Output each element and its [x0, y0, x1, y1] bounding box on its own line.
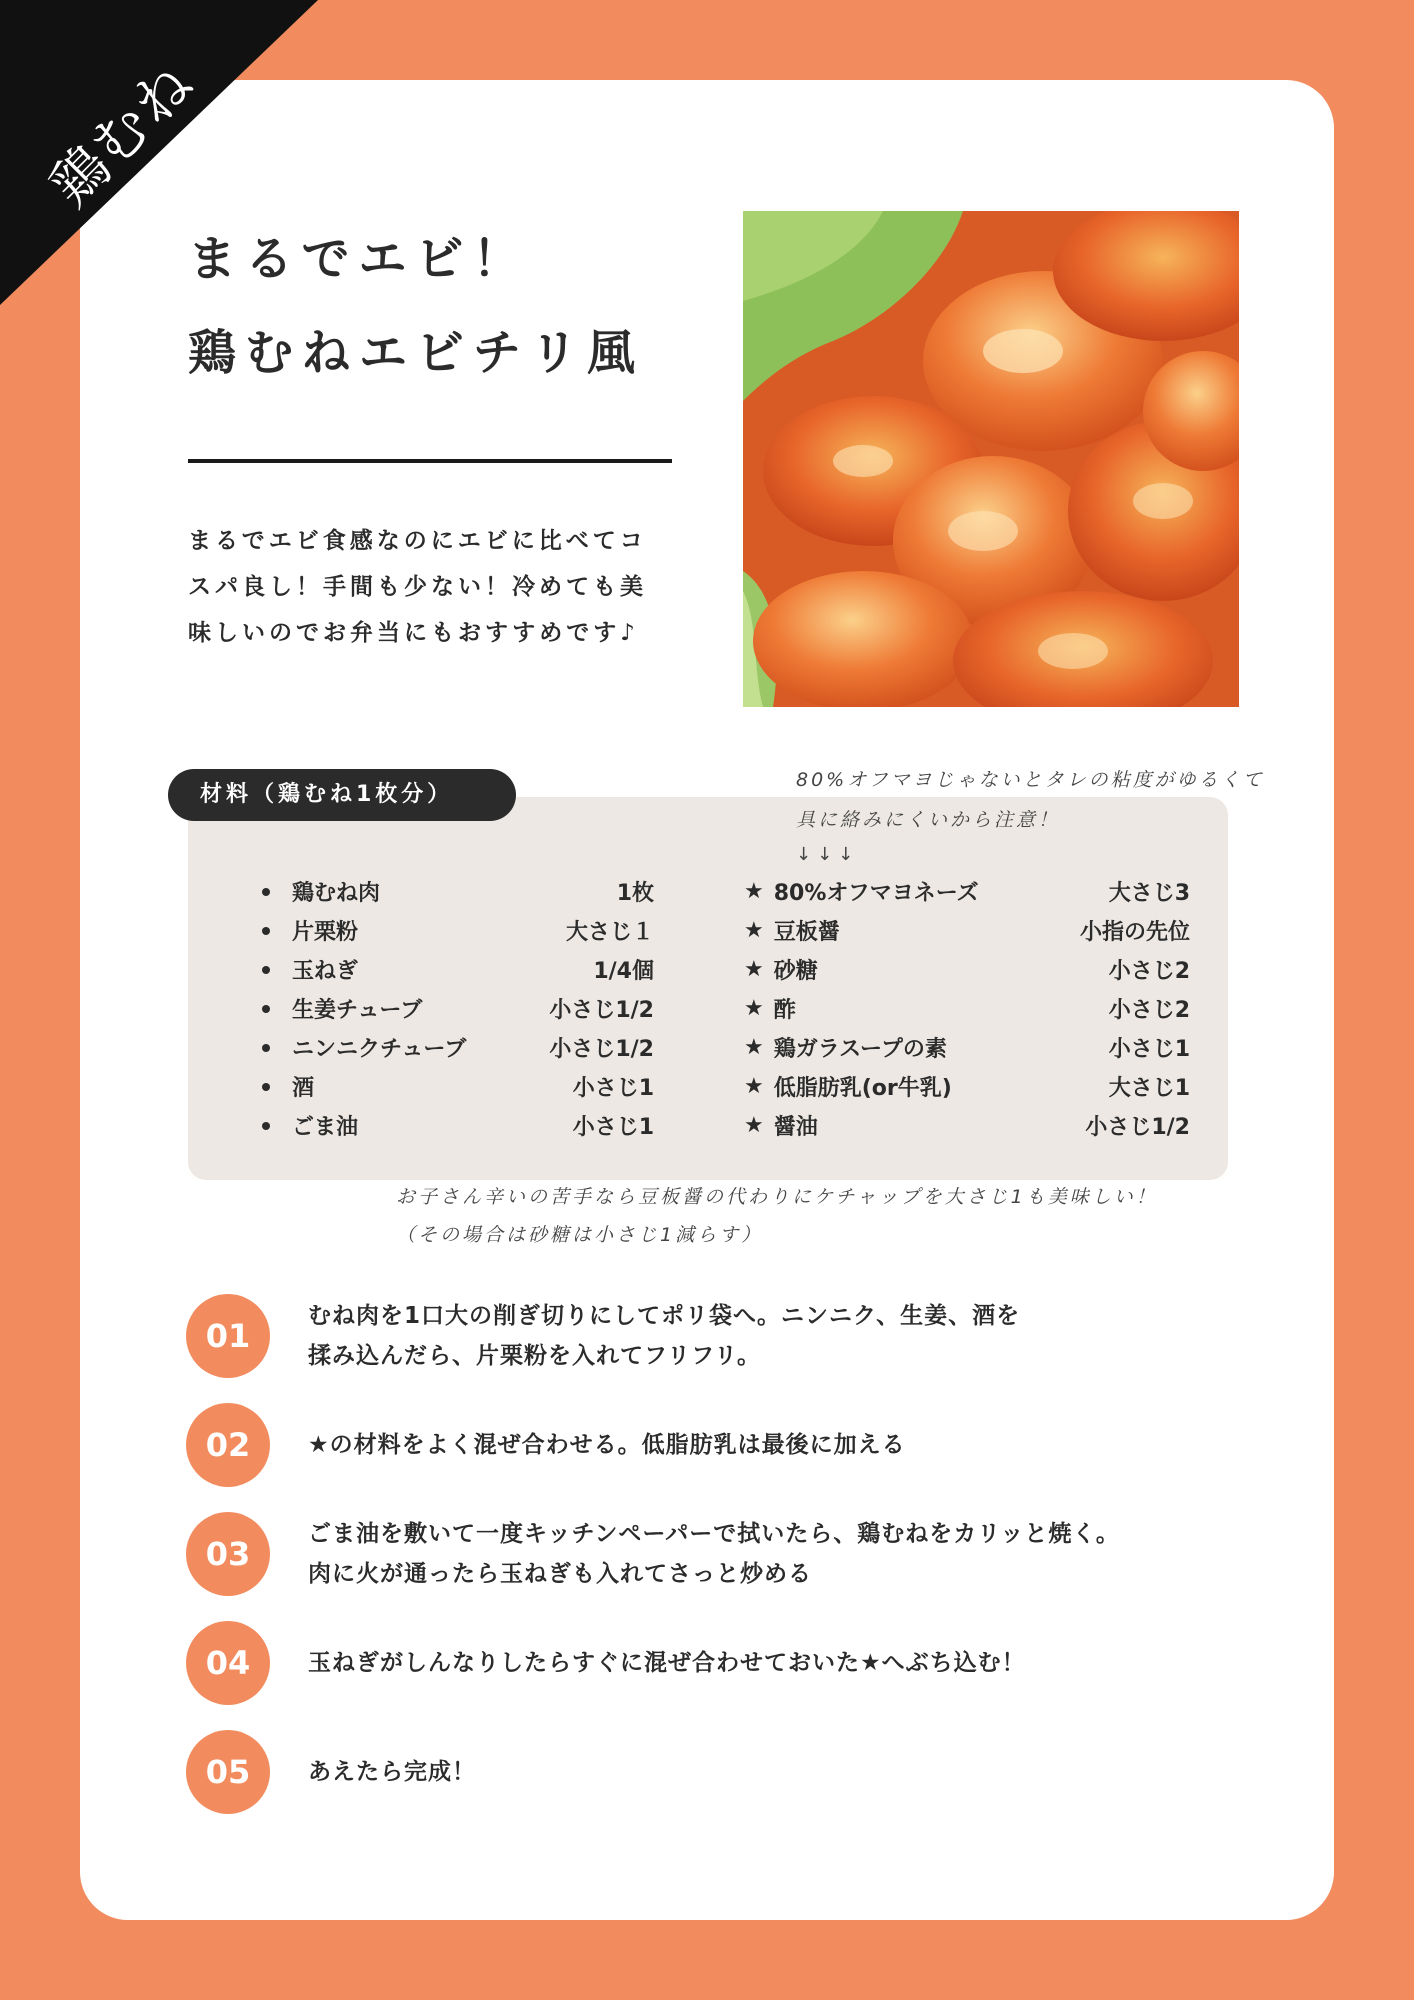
list-item [744, 872, 1190, 911]
ingredient-amount: 小指の先位 [1079, 920, 1190, 945]
ketchup-note-line-2: （その場合は砂糖は小さじ1減らす） [396, 1224, 764, 1246]
ingredient-name: ごま油 [292, 1115, 359, 1140]
ingredient-name: 低脂肪乳(or牛乳) [773, 1076, 952, 1101]
step-4 [186, 1621, 1208, 1705]
corner-tag-text: 鶏むね [38, 50, 208, 220]
ingredient-name: ニンニクチューブ [292, 1037, 467, 1062]
bullet-icon [262, 888, 270, 896]
ingredient-amount: 大さじ3 [1108, 881, 1190, 906]
ingredient-amount: 小さじ1 [572, 1115, 654, 1140]
bullet-icon [262, 966, 270, 974]
mayo-note [796, 760, 1276, 840]
list-item [744, 1106, 1190, 1145]
bullet-icon [262, 927, 270, 935]
step-3 [186, 1512, 1208, 1596]
step-text [308, 1752, 1208, 1792]
list-item [744, 989, 1190, 1028]
ingredient-amount: 大さじ1 [1108, 1076, 1190, 1101]
dish-photo [743, 211, 1239, 707]
title-line-1: まるでエビ！ [188, 231, 530, 287]
ingredient-name: 醤油 [773, 1115, 818, 1140]
star-icon: ★ [744, 879, 764, 904]
step-number-badge: 04 [186, 1621, 270, 1705]
mayo-note-line-1: 80%オフマヨじゃないとタレの粘度がゆるくて [796, 769, 1265, 791]
star-icon: ★ [744, 957, 764, 982]
list-item [262, 1067, 654, 1106]
step-number-badge: 01 [186, 1294, 270, 1378]
ingredient-amount: 1/4個 [593, 959, 654, 984]
ingredient-amount: 小さじ1/2 [549, 998, 654, 1023]
list-item [262, 911, 654, 950]
ingredients-right-list [744, 872, 1190, 1145]
ingredient-name: 生姜チューブ [292, 998, 423, 1023]
list-item [262, 872, 654, 911]
step-number-badge: 05 [186, 1730, 270, 1814]
step-2 [186, 1403, 1208, 1487]
step-text [308, 1425, 1208, 1465]
list-item [262, 1106, 654, 1145]
ingredient-amount: 小さじ2 [1108, 998, 1190, 1023]
ingredients-label: 材料（鶏むね1枚分） [168, 769, 516, 821]
page-title [188, 212, 644, 400]
step-1 [186, 1294, 1208, 1378]
list-item [744, 1067, 1190, 1106]
star-icon: ★ [744, 1113, 764, 1138]
star-icon: ★ [744, 1074, 764, 1099]
bullet-icon [262, 1005, 270, 1013]
list-item [262, 989, 654, 1028]
down-arrows-icon: ↓↓↓ [796, 844, 860, 865]
ingredient-amount: 小さじ1/2 [549, 1037, 654, 1062]
ingredient-name: 鶏ガラスープの素 [773, 1037, 947, 1062]
list-item [262, 950, 654, 989]
list-item [744, 911, 1190, 950]
step-line: ★の材料をよく混ぜ合わせる。低脂肪乳は最後に加える [308, 1432, 906, 1458]
intro-text: まるでエビ食感なのにエビに比べてコスパ良し！手間も少ない！冷めても美味しいのでお弁当にもおすすめです♪ [188, 528, 647, 646]
ingredient-amount: 小さじ1 [1108, 1037, 1190, 1062]
step-line: あえたら完成！ [308, 1759, 476, 1785]
bullet-icon [262, 1083, 270, 1091]
ketchup-note-line-1: お子さん辛いの苦手なら豆板醤の代わりにケチャップを大さじ1も美味しい！ [396, 1186, 1158, 1208]
step-text [308, 1514, 1208, 1594]
ingredient-amount: 小さじ1/2 [1085, 1115, 1190, 1140]
title-line-2: 鶏むねエビチリ風 [188, 325, 645, 381]
ingredient-name: 酢 [773, 998, 796, 1023]
star-icon: ★ [744, 1035, 764, 1060]
dish-photo-illustration [743, 211, 1239, 707]
list-item [744, 950, 1190, 989]
step-number-badge: 03 [186, 1512, 270, 1596]
ingredient-amount: 大さじ１ [565, 920, 654, 945]
star-icon: ★ [744, 918, 764, 943]
step-line: むね肉を1口大の削ぎ切りにしてポリ袋へ。ニンニク、生姜、酒を [308, 1303, 1021, 1329]
bullet-icon [262, 1122, 270, 1130]
star-icon: ★ [744, 996, 764, 1021]
ingredient-amount: 小さじ2 [1108, 959, 1190, 984]
ingredient-name: 酒 [292, 1076, 315, 1101]
ingredients-left-list [262, 872, 654, 1145]
bullet-icon [262, 1044, 270, 1052]
step-line: 肉に火が通ったら玉ねぎも入れてさっと炒める [308, 1561, 812, 1587]
ingredient-name: 玉ねぎ [292, 959, 359, 984]
ingredient-name: 80%オフマヨネーズ [773, 881, 979, 906]
ketchup-note [396, 1178, 1236, 1254]
step-number-badge: 02 [186, 1403, 270, 1487]
step-line: 揉み込んだら、片栗粉を入れてフリフリ。 [308, 1343, 762, 1369]
mayo-note-line-2: 具に絡みにくいから注意！ [796, 809, 1061, 831]
step-text [308, 1296, 1208, 1376]
title-divider [188, 459, 672, 463]
step-line: ごま油を敷いて一度キッチンペーパーで拭いたら、鶏むねをカリッと焼く。 [308, 1521, 1120, 1547]
ingredient-amount: 小さじ1 [572, 1076, 654, 1101]
ingredient-name: 鶏むね肉 [292, 881, 381, 906]
ingredient-name: 砂糖 [773, 959, 818, 984]
list-item [262, 1028, 654, 1067]
step-line: 玉ねぎがしんなりしたらすぐに混ぜ合わせておいた★へぶち込む！ [308, 1650, 1026, 1676]
ingredient-name: 片栗粉 [292, 920, 359, 945]
ingredient-amount: 1枚 [616, 881, 654, 906]
step-text [308, 1643, 1208, 1683]
step-5 [186, 1730, 1208, 1814]
list-item [744, 1028, 1190, 1067]
ingredient-name: 豆板醤 [773, 920, 840, 945]
